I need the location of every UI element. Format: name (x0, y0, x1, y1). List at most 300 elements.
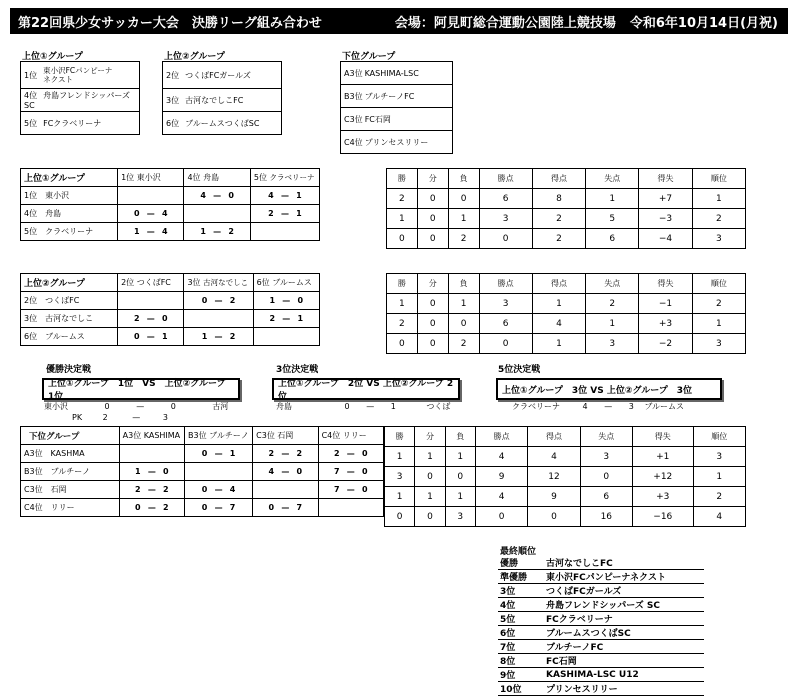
league1-cols-2: 4位 (187, 173, 201, 182)
league2-title: 上位②グループ (21, 274, 118, 292)
league1-rows-2-cells-1-0: 1 (200, 227, 206, 236)
league2-rows-1-stats-2: 0 (448, 314, 479, 334)
final-ranking-rows-6-rank: 7位 (498, 640, 544, 654)
league3-rows-1-stats-1: 0 (415, 467, 445, 487)
league2-cols-4: 6位 (256, 278, 270, 287)
league3-cols-2: B3位 (188, 431, 207, 440)
league1-rows-0-cells-1-2: 0 (228, 191, 234, 200)
league1-matrix (20, 168, 320, 241)
league2-rows-1-label: 3位 古河なでしこ (21, 310, 118, 328)
groups-g3-rows-3-pos: C4位 (344, 137, 363, 147)
finals-f1-rs: 0 (170, 402, 176, 411)
final-ranking-rows-8-team: KASHIMA-LSC U12 (544, 668, 704, 682)
league3-rows-3-stats-7: 4 (693, 507, 745, 527)
league3-rows-3-cells-2-0: 0 (268, 503, 275, 512)
league2-rows-0-cells-1-0: 0 (201, 296, 208, 305)
league3-rows-1-cells-3-1: — (346, 467, 355, 476)
league2-rows-2-stats-0: 0 (387, 334, 418, 354)
league2-matrix (20, 273, 320, 346)
final-ranking-title: 最終順位 (500, 547, 537, 557)
stat-headers-0: 勝 (387, 169, 418, 189)
final-ranking-rows-7-rank: 8位 (498, 654, 544, 668)
list-item (498, 654, 704, 668)
venue: 会場：阿見町総合運動公園陸上競技場 (394, 15, 616, 31)
final-ranking-rows-8-rank: 9位 (498, 668, 544, 682)
league2-rows-0-stats-0: 1 (387, 294, 418, 314)
league1-rows-1-cells-0-2: 4 (161, 209, 168, 218)
final-ranking-rows-4-team: FCクラベリーナ (544, 612, 704, 626)
table-row (21, 310, 320, 328)
league3-rows-1-cells-0-2: 0 (163, 467, 169, 476)
stat-headers-5: 失点 (586, 169, 639, 189)
league2-rows-0-label: 2位 つくばFC (21, 292, 118, 310)
stat-headers-0: 勝 (387, 274, 418, 294)
league3-rows-3-cells-2-2: 7 (296, 503, 303, 512)
league3-cols-4: C3位 (256, 431, 275, 440)
page-title: 第22回県少女サッカー大会 決勝リーグ組み合わせ (18, 15, 322, 31)
groups-g2-rows-2-pos: 6位 (166, 118, 180, 128)
league1-rows-0-stats-0: 2 (387, 189, 418, 209)
final-ranking-rows-5-rank: 6位 (498, 626, 544, 640)
list-item (498, 682, 704, 696)
final-ranking-rows-3-rank: 4位 (498, 598, 544, 612)
league3-rows-1-stats-4: 12 (528, 467, 580, 487)
league3-rows-1-cells-3-0: 7 (333, 467, 340, 476)
league2-rows-0-stats-7: 2 (692, 294, 745, 314)
table-row (21, 445, 384, 463)
league3-rows-3-stats-1: 0 (415, 507, 445, 527)
league1-rows-2-cells-0-2: 4 (161, 227, 168, 236)
league3-rows-2-stats-4: 9 (528, 487, 580, 507)
league2-rows-0-cells-2-0: 1 (269, 296, 276, 305)
table-row (387, 189, 746, 209)
league3-rows-0-cells-1-1: — (214, 449, 223, 458)
group1-box (20, 61, 140, 135)
list-item (498, 556, 704, 570)
finals-f1-pk: PK (72, 413, 83, 422)
stat-headers-2: 負 (448, 169, 479, 189)
fifth-place-title: 5位決定戦 (498, 365, 541, 375)
league2-cols-0: 2位 (121, 278, 135, 287)
stat-headers-3: 勝点 (475, 427, 527, 447)
league3-rows-2-cells-3-2: 0 (361, 485, 368, 494)
league3-rows-1-stats-6: +12 (632, 467, 693, 487)
groups-g1-rows-0-pos: 1位 (24, 70, 38, 80)
league2-rows-0-stats-1: 0 (417, 294, 448, 314)
league3-rows-0-cells-2-1: — (281, 449, 290, 458)
league3-rows-2-cells-1-1: — (214, 485, 223, 494)
list-item (498, 584, 704, 598)
league3-rows-1-cells-3-2: 0 (361, 467, 368, 476)
league1-rows-0-cells-2-2: 1 (296, 191, 302, 200)
groups-g2-rows-0-team: つくばFCガールズ (185, 70, 251, 80)
league3-rows-1-stats-7: 1 (693, 467, 745, 487)
league3-rows-2-cells-0-0: 2 (135, 485, 141, 494)
league3-rows-1-cells-2-1: — (281, 467, 290, 476)
league2-rows-1-stats-4: 4 (532, 314, 585, 334)
league1-rows-1-stats-4: 2 (532, 209, 585, 229)
stat-headers-2: 負 (445, 427, 475, 447)
group3-title: 下位グループ (342, 52, 396, 62)
finals-f3-ls: 4 (582, 402, 588, 411)
groups-g2-rows-1-team: 古河なでしこFC (185, 95, 244, 105)
league3-matrix (20, 426, 384, 517)
league3-rows-3-cells-0-2: 2 (163, 503, 169, 512)
league2-rows-1-stats-6: +3 (639, 314, 692, 334)
league1-cols-3: 舟島 (203, 173, 220, 182)
league1-rows-2-cells-1-1: — (213, 227, 222, 236)
finals-f3-r: ブルームス (644, 402, 685, 411)
league3-rows-2-cells-3-0: 7 (333, 485, 340, 494)
league3-rows-3-label: C4位 リリー (21, 499, 120, 517)
league3-rows-0-stats-1: 1 (415, 447, 445, 467)
stat-headers-3: 勝点 (479, 274, 532, 294)
third-place-result (276, 401, 450, 412)
group2-box (162, 61, 282, 135)
stat-headers-7: 順位 (692, 169, 745, 189)
league2-rows-2-stats-4: 1 (532, 334, 585, 354)
table-row (21, 481, 384, 499)
league1-rows-1-stats-3: 3 (479, 209, 532, 229)
final-title: 優勝決定戦 (46, 365, 92, 375)
list-item (498, 612, 704, 626)
league3-stats (384, 426, 746, 527)
league3-rows-3-cells-2-1: — (281, 503, 290, 512)
group1-title: 上位①グループ (22, 52, 83, 62)
final-result (44, 401, 228, 412)
league3-rows-1-stats-5: 0 (580, 467, 632, 487)
league3-rows-0-stats-4: 4 (528, 447, 580, 467)
groups-g3-rows-2-team: FC石岡 (364, 114, 391, 124)
league3-rows-2-stats-3: 4 (475, 487, 527, 507)
league3-rows-2-cells-3-1: — (346, 485, 355, 494)
league3-rows-1-label: B3位 ブルチーノ (21, 463, 120, 481)
league1-rows-0-stats-6: +7 (639, 189, 692, 209)
finals-f3-l: クラベリーナ (512, 402, 560, 411)
table-row (385, 447, 746, 467)
league3-rows-2-stats-2: 1 (445, 487, 475, 507)
league3-rows-1-stats-0: 3 (385, 467, 415, 487)
table-row (385, 467, 746, 487)
stat-headers-1: 分 (415, 427, 445, 447)
table-row (21, 463, 384, 481)
page-header (10, 8, 788, 34)
league2-rows-2-cells-1-0: 1 (201, 332, 208, 341)
league3-rows-1-cells-2-2: 0 (296, 467, 303, 476)
league2-rows-2-stats-3: 0 (479, 334, 532, 354)
final-ranking-rows-4-rank: 5位 (498, 612, 544, 626)
league2-rows-0-cells-2-2: 0 (297, 296, 304, 305)
league3-rows-0-stats-3: 4 (475, 447, 527, 467)
league2-rows-2-cells-1-2: 2 (229, 332, 236, 341)
finals-f2-ls: 0 (344, 402, 350, 411)
league2-rows-0-cells-1-1: — (214, 296, 223, 305)
table-row (21, 205, 320, 223)
league1-rows-2-stats-3: 0 (479, 229, 532, 249)
date: 令和6年10月14日(月祝) (629, 15, 778, 31)
league2-cols-3: 古河なでしこ (203, 278, 249, 287)
league2-rows-1-cells-2-1: — (282, 314, 291, 323)
league3-rows-0-cells-3-2: 0 (361, 449, 368, 458)
final-pk (72, 413, 168, 422)
league1-rows-0-stats-4: 8 (532, 189, 585, 209)
league3-cols-5: 石岡 (277, 431, 294, 440)
groups-g3-rows-2-pos: C3位 (344, 114, 363, 124)
league1-rows-2-stats-5: 6 (586, 229, 639, 249)
finals-f1-dash: — (132, 413, 141, 422)
table-row (387, 229, 746, 249)
stat-headers-4: 得点 (532, 274, 585, 294)
league3-rows-0-cells-3-1: — (346, 449, 355, 458)
stat-headers-1: 分 (417, 169, 448, 189)
finals-f3-rs: 3 (628, 402, 634, 411)
groups-g1-rows-2-team: FCクラベリーナ (43, 118, 102, 128)
league2-rows-2-stats-7: 3 (692, 334, 745, 354)
league1-rows-2-cells-1-2: 2 (228, 227, 234, 236)
league2-rows-0-cells-2-1: — (282, 296, 291, 305)
finals-f3-dash: — (604, 402, 613, 411)
league3-rows-0-label: A3位 KASHMA (21, 445, 120, 463)
finals-f1-pkl: 2 (102, 413, 108, 422)
groups-g1-rows-0-team: 東小沢FCパンピーナ ネクスト (43, 66, 113, 84)
league3-rows-3-cells-0-1: — (147, 503, 156, 512)
league3-rows-3-cells-0-0: 0 (135, 503, 141, 512)
league3-rows-0-stats-7: 3 (693, 447, 745, 467)
finals-f2-dash: — (366, 402, 375, 411)
league3-rows-3-stats-3: 0 (475, 507, 527, 527)
league1-cols-0: 1位 (121, 173, 135, 182)
groups-g1-rows-1-team: 舟島フレンドシッパーズSC (24, 91, 131, 110)
league2-cols-5: ブルームス (272, 278, 312, 287)
groups-g3-rows-0-pos: A3位 (344, 68, 363, 78)
league3-rows-0-cells-1-2: 1 (229, 449, 236, 458)
league3-cols-1: KASHIMA (143, 431, 181, 440)
league1-cols-1: 東小沢 (136, 173, 161, 182)
stat-headers-7: 順位 (693, 427, 745, 447)
league3-rows-1-stats-3: 9 (475, 467, 527, 487)
league3-cols-0: A3位 (122, 431, 142, 440)
stat-headers-1: 分 (417, 274, 448, 294)
league3-rows-0-cells-1-0: 0 (201, 449, 208, 458)
finals-f2-rs: 1 (390, 402, 396, 411)
stat-headers-6: 得失 (639, 169, 692, 189)
league2-stats (386, 273, 746, 354)
league2-rows-1-stats-5: 1 (586, 314, 639, 334)
league1-rows-0-cells-2-1: — (280, 191, 289, 200)
final-match: 上位①グループ 1位 VS 上位②グループ 1位 (42, 378, 240, 400)
final-ranking-rows-2-rank: 3位 (498, 584, 544, 598)
league3-rows-3-stats-6: −16 (632, 507, 693, 527)
league3-rows-1-cells-2-0: 4 (268, 467, 275, 476)
league1-rows-0-stats-3: 6 (479, 189, 532, 209)
league1-rows-0-stats-2: 0 (448, 189, 479, 209)
league1-rows-1-cells-0-0: 0 (133, 209, 140, 218)
league2-cols-1: つくばFC (136, 278, 171, 287)
groups-g2-rows-0-pos: 2位 (166, 70, 180, 80)
table-row (21, 328, 320, 346)
league3-rows-0-stats-5: 3 (580, 447, 632, 467)
list-item (498, 626, 704, 640)
table-row (385, 507, 746, 527)
stat-headers-7: 順位 (692, 274, 745, 294)
finals-f1-r: 古河 (212, 402, 229, 411)
league1-rows-1-cells-0-1: — (146, 209, 155, 218)
league1-rows-0-stats-5: 1 (586, 189, 639, 209)
league3-rows-1-cells-0-0: 1 (135, 467, 141, 476)
league1-rows-1-stats-6: −3 (639, 209, 692, 229)
league2-rows-1-stats-7: 1 (692, 314, 745, 334)
league1-rows-1-stats-7: 2 (692, 209, 745, 229)
league3-rows-2-stats-5: 6 (580, 487, 632, 507)
table-row (385, 487, 746, 507)
league1-rows-2-stats-0: 0 (387, 229, 418, 249)
stat-headers-3: 勝点 (479, 169, 532, 189)
league3-rows-3-stats-5: 16 (580, 507, 632, 527)
list-item (498, 668, 704, 682)
league3-rows-2-cells-0-2: 2 (163, 485, 169, 494)
table-row (21, 223, 320, 241)
league1-rows-0-stats-7: 1 (692, 189, 745, 209)
fifth-place-result (512, 401, 684, 412)
league2-rows-0-cells-1-2: 2 (229, 296, 236, 305)
finals-f2-l: 舟島 (276, 402, 292, 411)
final-ranking-rows-1-team: 東小沢FCパンピーナネクスト (544, 570, 704, 584)
league2-cols-2: 3位 (187, 278, 201, 287)
league3-rows-2-cells-1-0: 0 (201, 485, 208, 494)
league2-rows-0-stats-4: 1 (532, 294, 585, 314)
final-ranking-rows-3-team: 舟島フレンドシッパーズ SC (544, 598, 704, 612)
league3-rows-1-cells-0-1: — (147, 467, 156, 476)
league1-rows-1-stats-5: 5 (586, 209, 639, 229)
groups-g1-rows-1-pos: 4位 (24, 91, 38, 100)
league1-rows-0-cells-1-1: — (213, 191, 222, 200)
league2-rows-2-stats-2: 2 (448, 334, 479, 354)
league2-rows-2-stats-6: −2 (639, 334, 692, 354)
groups-g2-rows-1-pos: 3位 (166, 95, 180, 105)
league3-rows-1-stats-2: 0 (445, 467, 475, 487)
league3-rows-3-cells-1-2: 7 (229, 503, 236, 512)
stat-headers-4: 得点 (532, 169, 585, 189)
groups-g1-rows-2-pos: 5位 (24, 118, 38, 128)
league1-rows-1-stats-1: 0 (417, 209, 448, 229)
groups-g3-rows-0-team: KASHIMA-LSC (364, 68, 419, 78)
league3-rows-3-stats-2: 3 (445, 507, 475, 527)
group2-title: 上位②グループ (164, 52, 225, 62)
league1-rows-1-cells-2-1: — (280, 209, 289, 218)
table-row (21, 187, 320, 205)
league3-rows-3-stats-4: 0 (528, 507, 580, 527)
league3-rows-2-cells-0-1: — (147, 485, 156, 494)
league3-rows-0-stats-2: 1 (445, 447, 475, 467)
league1-rows-2-stats-2: 2 (448, 229, 479, 249)
group3-box (340, 61, 453, 154)
final-ranking-rows-2-team: つくばFCガールズ (544, 584, 704, 598)
league2-rows-1-cells-0-2: 0 (161, 314, 168, 323)
league2-rows-1-stats-0: 2 (387, 314, 418, 334)
third-place-match: 上位①グループ 2位 VS 上位②グループ 2位 (272, 378, 460, 400)
league2-rows-2-cells-0-2: 1 (161, 332, 168, 341)
league3-rows-2-stats-7: 2 (693, 487, 745, 507)
final-ranking-rows-0-rank: 優勝 (498, 556, 544, 570)
league3-rows-2-cells-1-2: 4 (229, 485, 236, 494)
league3-rows-0-stats-6: +1 (632, 447, 693, 467)
league1-rows-1-cells-2-0: 2 (268, 209, 274, 218)
league1-rows-1-label: 4位 舟島 (21, 205, 118, 223)
league1-stats (386, 168, 746, 249)
league1-rows-0-label: 1位 東小沢 (21, 187, 118, 205)
stat-headers-4: 得点 (528, 427, 580, 447)
league3-cols-7: リリー (342, 431, 367, 440)
league3-rows-0-cells-2-2: 2 (296, 449, 303, 458)
league3-rows-0-cells-3-0: 2 (333, 449, 340, 458)
groups-g3-rows-1-team: ブルチーノFC (364, 91, 415, 101)
league2-rows-0-stats-6: −1 (639, 294, 692, 314)
list-item (498, 598, 704, 612)
final-ranking-rows-5-team: ブルームスつくばSC (544, 626, 704, 640)
league2-rows-0-stats-5: 2 (586, 294, 639, 314)
list-item (498, 570, 704, 584)
league3-cols-3: ブルチーノ (209, 431, 249, 440)
final-ranking-rows-0-team: 古河なでしこFC (544, 556, 704, 570)
league2-rows-1-stats-3: 6 (479, 314, 532, 334)
league1-rows-2-stats-6: −4 (639, 229, 692, 249)
league1-rows-0-cells-1-0: 4 (200, 191, 206, 200)
league1-rows-1-stats-2: 1 (448, 209, 479, 229)
groups-g3-rows-3-team: プリンセスリリー (364, 137, 429, 147)
league3-rows-0-cells-2-0: 2 (268, 449, 275, 458)
list-item (498, 640, 704, 654)
league3-rows-2-stats-1: 1 (415, 487, 445, 507)
league1-rows-0-stats-1: 0 (417, 189, 448, 209)
league2-rows-1-cells-2-2: 1 (297, 314, 304, 323)
league2-rows-0-stats-2: 1 (448, 294, 479, 314)
league1-cols-5: クラベリーナ (269, 173, 315, 182)
final-ranking-rows-7-team: FC石岡 (544, 654, 704, 668)
final-ranking-rows-6-team: ブルチーノFC (544, 640, 704, 654)
league1-rows-2-stats-1: 0 (417, 229, 448, 249)
table-row (387, 294, 746, 314)
league1-cols-4: 5位 (253, 173, 267, 182)
table-row (21, 499, 384, 517)
league2-rows-2-cells-0-0: 0 (133, 332, 140, 341)
league3-cols-6: C4位 (321, 431, 341, 440)
league2-rows-2-stats-5: 3 (586, 334, 639, 354)
finals-f1-pkr: 3 (162, 413, 168, 422)
league2-rows-2-stats-1: 0 (417, 334, 448, 354)
stat-headers-6: 得失 (639, 274, 692, 294)
league1-title: 上位①グループ (21, 169, 118, 187)
league3-rows-3-cells-1-1: — (214, 503, 223, 512)
league1-rows-1-stats-0: 1 (387, 209, 418, 229)
league3-rows-2-label: C3位 石岡 (21, 481, 120, 499)
league3-rows-3-cells-1-0: 0 (201, 503, 208, 512)
league2-rows-2-cells-0-1: — (146, 332, 155, 341)
groups-g2-rows-2-team: ブルームスつくばSC (185, 118, 260, 128)
groups-g3-rows-1-pos: B3位 (344, 91, 363, 101)
table-row (387, 334, 746, 354)
fifth-place-match: 上位①グループ 3位 VS 上位②グループ 3位 (496, 378, 722, 400)
final-ranking-rows-9-rank: 10位 (498, 682, 544, 696)
finals-f1-dash: — (136, 402, 145, 411)
league3-rows-2-stats-6: +3 (632, 487, 693, 507)
table-row (387, 314, 746, 334)
league2-rows-0-stats-3: 3 (479, 294, 532, 314)
finals-f1-ls: 0 (104, 402, 110, 411)
finals-f1-l: 東小沢 (44, 402, 68, 411)
league3-title: 下位グループ (21, 427, 120, 445)
stat-headers-2: 負 (448, 274, 479, 294)
league2-rows-2-cells-1-1: — (214, 332, 223, 341)
